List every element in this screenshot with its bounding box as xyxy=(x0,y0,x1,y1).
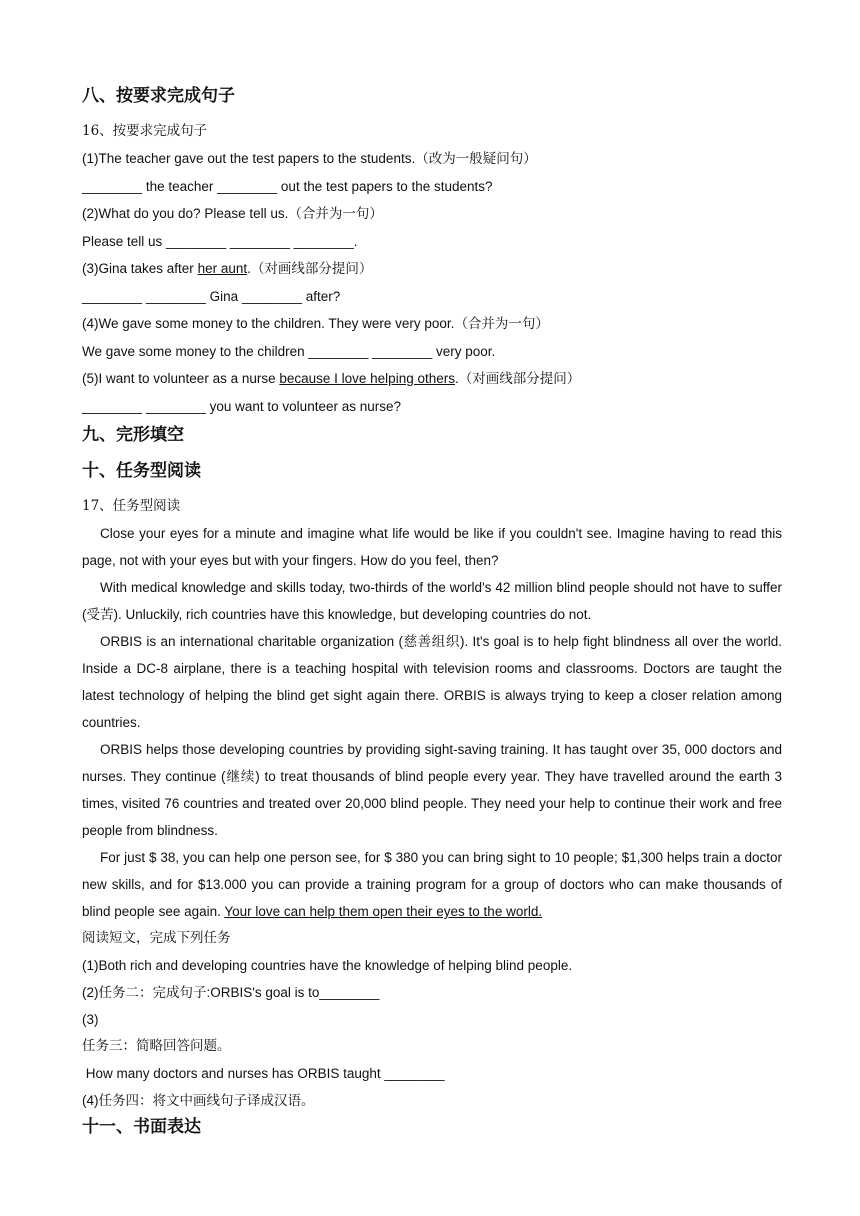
task-2: (2)任务二：完成句子:ORBIS's goal is to________ xyxy=(82,985,380,1000)
passage-underlined-sentence: Your love can help them open their eyes to the world. xyxy=(224,904,543,919)
q16-4-answer: We gave some money to the children ________ ________ very poor. xyxy=(82,344,496,359)
q16-item-1 xyxy=(82,145,782,173)
q16-2-hint: （合并为一句） xyxy=(288,206,383,222)
section-heading-9: 九、完形填空 xyxy=(82,425,184,444)
q16-3-question-pre: (3)Gina takes after xyxy=(82,261,198,276)
q16-2-question: (2)What do you do? Please tell us. xyxy=(82,206,289,221)
question-16-title: 16、按要求完成句子 xyxy=(82,123,208,139)
q16-3-question-post: . xyxy=(247,261,251,276)
q16-1-hint: （改为一般疑问句） xyxy=(415,151,537,167)
question-17-title: 17、任务型阅读 xyxy=(82,498,181,514)
task-3-label: 任务三：简略回答问题。 xyxy=(82,1038,231,1054)
passage-paragraph-2: With medical knowledge and skills today, two-thirds of the world's 42 million blind people should not have to suffer (受苦). Unluckily, rich countries have this knowledge, but developing countries do not. xyxy=(82,580,782,622)
task-3-question: How many doctors and nurses has ORBIS taught ________ xyxy=(82,1066,445,1081)
document-content xyxy=(82,84,782,1139)
section-heading-10: 十、任务型阅读 xyxy=(82,461,201,480)
q16-1-answer: ________ the teacher ________ out the test papers to the students? xyxy=(82,179,493,194)
task-1: (1)Both rich and developing countries have the knowledge of helping blind people. xyxy=(82,958,573,973)
task-instruction: 阅读短文，完成下列任务 xyxy=(82,930,231,946)
q16-item-2 xyxy=(82,200,782,228)
section-heading-8: 八、按要求完成句子 xyxy=(82,86,235,105)
passage-paragraph-1: Close your eyes for a minute and imagine what life would be like if you couldn't see. Imagine having to read this page, not with your eyes but with your fingers. How do you feel, then? xyxy=(82,526,782,568)
q16-5-answer: ________ ________ you want to volunteer as nurse? xyxy=(82,399,401,414)
passage-paragraph-5-text: For just $ 38, you can help one person see, for $ 380 you can bring sight to 10 people; $1,300 helps train a doctor new skills, and for $13.000 you can provide a training program for a group of doctors who can make thousands of blind people see again. xyxy=(82,850,782,919)
q16-3-hint: （对画线部分提问） xyxy=(250,261,373,277)
q16-4-question: (4)We gave some money to the children. They were very poor. xyxy=(82,316,455,331)
q16-5-question-post: . xyxy=(454,371,459,386)
q16-3-answer: ________ ________ Gina ________ after? xyxy=(82,289,341,304)
q16-1-question: (1)The teacher gave out the test papers to the students. xyxy=(82,151,416,166)
passage-paragraph-5 xyxy=(82,844,782,925)
q16-item-5 xyxy=(82,365,782,393)
q16-4-hint: （合并为一句） xyxy=(454,316,549,332)
q16-item-3 xyxy=(82,255,782,283)
q16-5-question-pre: (5)I want to volunteer as a nurse xyxy=(82,371,280,386)
task-4: (4)任务四：将文中画线句子译成汉语。 xyxy=(82,1093,315,1108)
passage-paragraph-3: ORBIS is an international charitable organization (慈善组织). It's goal is to help fight blindness all over the world. Inside a DC-8 airplane, there is a teaching hospital with television rooms and classrooms. Doctors are taught the latest technology of helping the blind get sight again there. ORBIS is always trying to keep a closer relation among countries. xyxy=(82,634,782,730)
q16-item-4 xyxy=(82,310,782,338)
task-3-number: (3) xyxy=(82,1012,99,1027)
section-heading-11: 十一、书面表达 xyxy=(82,1117,201,1136)
q16-5-underlined: because I love helping others xyxy=(279,371,455,386)
passage-paragraph-4: ORBIS helps those developing countries by providing sight-saving training. It has taught over 35, 000 doctors and nurses. They continue (继续) to treat thousands of blind people every year. They have travelled around the earth 3 times, visited 76 countries and treated over 20,000 blind people. They need your help to continue their work and free people from blindness. xyxy=(82,742,782,838)
q16-2-answer: Please tell us ________ ________ ________. xyxy=(82,234,358,249)
q16-3-underlined: her aunt xyxy=(197,261,248,276)
q16-5-hint: （对画线部分提问） xyxy=(458,371,581,387)
